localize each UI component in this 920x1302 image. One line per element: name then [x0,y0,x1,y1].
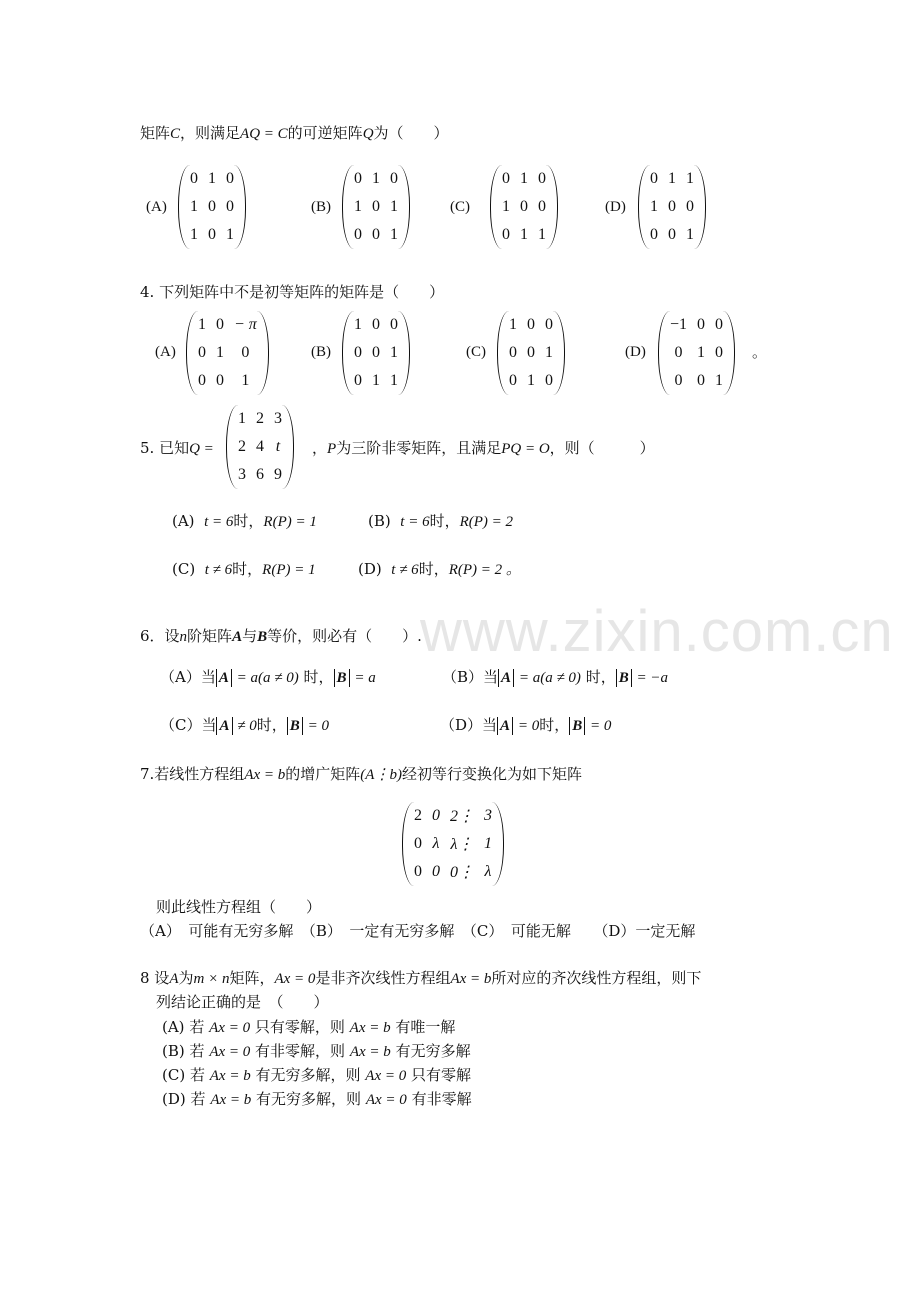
matrix-cell: 1 [686,226,694,243]
q5-option-d [358,557,521,582]
det-B: B [287,717,303,735]
option-label: （D）当 [440,716,498,734]
matrix-cell: 1 [372,170,380,187]
matrix-cell: 1 [390,226,398,243]
q4-option-c-matrix [497,311,565,395]
matrix-cell: 1 [484,835,492,852]
q5-stem-text: 5. 已知 [140,439,190,457]
matrix-cell: 0 [354,372,362,389]
matrix-cell: 2 [256,410,264,427]
option-cond: = a(a ≠ 0) [518,670,581,686]
q8-option-c [162,1063,471,1088]
matrix-cell: 0 [198,372,206,389]
option-cond: ≠ 0 [237,718,257,734]
matrix-cell: 0 [650,170,658,187]
matrix-cell: λ⋮ [450,836,474,853]
matrix-cell: 1 [509,316,517,333]
matrix-cell: 0 [502,170,510,187]
option-text: 只有零解 [411,1066,472,1084]
option-result: = 0 [307,718,329,734]
q4-option-a-matrix [186,311,269,395]
option-eq: Ax = b [349,1020,391,1036]
matrix-cell: 0 [354,170,362,187]
q7-stem-eq: Ax = b [244,767,286,783]
q3-stem [140,121,449,146]
matrix-cell: 3 [274,410,282,427]
q3-option-d-label: (D) [605,199,626,215]
q4-stem: 4. 下列矩阵中不是初等矩阵的矩阵是（ ） [140,283,445,301]
option-cond: t ≠ 6 [391,562,419,578]
matrix-cell: 0 [226,198,234,215]
option-result: = 0 [590,718,612,734]
matrix-cell: 0 [538,198,546,215]
q3-option-d-matrix [638,165,706,249]
matrix-cell: 0 [372,344,380,361]
q8-stem-eq: Ax = 0 [274,971,316,987]
matrix-cell: 0 [432,807,440,824]
option-result: R(P) = 1 [263,514,317,530]
q7-stem-text: 经初等行变换化为如下矩阵 [401,765,582,783]
det-B: B [569,717,585,735]
option-cond: t = 6 [400,514,430,530]
matrix-cell: 1 [538,226,546,243]
q7-stem-aug: (A⋮b) [360,767,402,783]
matrix-cell: 0 [354,344,362,361]
matrix-cell: 1 [527,372,535,389]
matrix-cell: 0 [650,226,658,243]
matrix-cell: 1 [390,344,398,361]
matrix-cell: 3 [484,807,492,824]
q4-option-a-label: (A) [155,344,176,360]
q3-stem-var: Q [362,126,374,142]
matrix-cell: 0 [545,372,553,389]
option-text: 有无穷多解 [395,1042,471,1060]
matrix-cell: 1 [238,410,246,427]
option-label: (B) [162,1042,185,1060]
q4-option-c-label: (C) [466,344,486,360]
option-eq: Ax = 0 [365,1068,407,1084]
q6-option-c [160,713,329,738]
q5-stem-text: 为三阶非零矩阵，且满足 [336,439,502,457]
option-text: 有唯一解 [395,1018,456,1036]
matrix-cell: 1 [668,170,676,187]
option-text: 有无穷多解，则 [256,1090,362,1108]
q3-stem-text: ，则满足 [180,124,241,142]
q8-stem-var: A [169,971,179,987]
option-label: (D) [162,1090,186,1108]
option-text: 时， [539,716,570,734]
q5-stem-post [312,436,655,461]
option-eq: Ax = 0 [209,1044,251,1060]
option-result: R(P) = 2 。 [448,562,521,578]
matrix-cell: 1 [390,372,398,389]
matrix-cell: 0 [715,316,724,333]
q3-stem-eq: AQ = C [240,126,288,142]
option-cond: = a(a ≠ 0) [236,670,299,686]
option-label: (D) [358,560,382,578]
option-text: 若 [190,1090,206,1108]
matrix-cell: 0 [216,316,224,333]
option-label: (A) [172,512,195,530]
matrix-cell: 1 [545,344,553,361]
option-label: (C) [162,1066,186,1084]
q5-stem-eq: PQ = O [501,441,550,457]
matrix-cell: 0 [527,316,535,333]
matrix-cell: 1 [226,226,234,243]
option-text: 时， [233,512,264,530]
option-text: 时， [418,560,449,578]
matrix-cell: 0 [668,226,676,243]
q4-option-b-matrix [342,311,410,395]
q8-stem-text: 是非齐次线性方程组 [315,969,451,987]
q6-stem-text: 阶矩阵 [187,627,233,645]
option-eq: Ax = b [210,1092,252,1108]
matrix-cell: 0 [545,316,553,333]
q8-stem-text: 8 设 [140,969,170,987]
matrix-cell: 1 [715,372,724,389]
matrix-cell: 0 [354,226,362,243]
matrix-cell: 0 [414,863,422,880]
det-A: A [497,717,513,735]
q4-tail: 。 [752,343,768,361]
matrix-cell: 2 [414,807,422,824]
q3-option-a-label: (A) [146,199,167,215]
matrix-cell: 0 [190,170,198,187]
option-cond: = 0 [517,718,540,734]
matrix-cell: 0 [715,344,724,361]
q3-stem-text: 为（ ） [373,124,449,142]
q8-stem-eq: Ax = b [450,971,492,987]
q4-option-b-label: (B) [311,344,331,360]
q5-matrix [226,405,294,489]
q6-stem-var: A [232,629,243,645]
q3-stem-text: 矩阵 [140,124,171,142]
matrix-cell: 0 [674,372,683,389]
q7-stem-text: 的增广矩阵 [285,765,361,783]
q6-option-d [440,713,611,738]
q7-then: 则此线性方程组（ ） [156,898,322,916]
matrix-cell: 1 [354,316,362,333]
q6-stem-var: B [257,629,268,645]
q8-stem-text: 所对应的齐次线性方程组，则下 [491,969,702,987]
matrix-cell: 2⋮ [450,808,474,825]
matrix-cell: 0 [520,198,528,215]
option-text: 时， [303,668,334,686]
matrix-cell: 3 [238,466,246,483]
matrix-cell: −1 [670,316,688,333]
matrix-cell: λ [432,835,440,852]
option-text: 有非零解，则 [255,1042,346,1060]
matrix-cell: 0 [668,198,676,215]
q4-option-d-matrix [658,311,735,395]
matrix-cell: 1 [198,316,206,333]
watermark: www.zixin.com.cn [420,599,894,664]
matrix-cell: 4 [256,438,264,455]
q6-stem-text: 等价，则必有（ ）. [267,627,422,645]
option-result: R(P) = 1 [262,562,316,578]
q6-stem-var: n [179,629,188,645]
matrix-cell: 0 [697,316,706,333]
q3-stem-text: 的可逆矩阵 [287,124,363,142]
q3-option-b-matrix [342,165,410,249]
matrix-cell: 0 [226,170,234,187]
matrix-cell: t [275,438,281,455]
matrix-cell: 0 [372,226,380,243]
option-text: 有非零解 [411,1090,472,1108]
q4-option-d-label: (D) [625,344,646,360]
q6-option-b [442,665,668,690]
option-label: (C) [172,560,196,578]
option-result: = a [354,670,376,686]
option-cond: t ≠ 6 [204,562,233,578]
q6-option-a [160,665,376,690]
matrix-cell: 1 [354,198,362,215]
matrix-cell: 0 [208,198,216,215]
option-cond: t = 6 [204,514,234,530]
matrix-cell: 0 [674,344,683,361]
q3-stem-var: C [170,126,181,142]
matrix-cell: 0⋮ [450,864,474,881]
matrix-cell: 0 [390,316,398,333]
option-text: 只有零解，则 [254,1018,345,1036]
q8-stem-line2: 列结论正确的是 （ ） [156,993,329,1011]
option-eq: Ax = b [349,1044,391,1060]
q6-stem-text: 6．设 [140,627,180,645]
matrix-cell: 1 [520,226,528,243]
matrix-cell: 0 [372,198,380,215]
matrix-cell: 0 [241,344,250,361]
q6-stem-text: 与 [242,627,258,645]
matrix-cell: 0 [509,372,517,389]
option-label: （C）当 [160,716,217,734]
q5-stem-var: Q = [189,441,214,457]
matrix-cell: 9 [274,466,282,483]
matrix-cell: 0 [686,198,694,215]
matrix-cell: 6 [256,466,264,483]
matrix-cell: 1 [520,170,528,187]
option-text: 有无穷多解，则 [255,1066,361,1084]
option-text: 时， [256,716,287,734]
option-text: 若 [189,1066,205,1084]
option-text: 若 [189,1042,205,1060]
matrix-cell: 0 [390,170,398,187]
q5-option-a [172,509,317,534]
matrix-cell: 1 [208,170,216,187]
matrix-cell: 1 [502,198,510,215]
matrix-cell: 0 [509,344,517,361]
matrix-cell: 0 [527,344,535,361]
option-result: = −a [636,670,669,686]
q8-stem-text: 为 [178,969,194,987]
matrix-cell: 0 [502,226,510,243]
option-text: 若 [189,1018,205,1036]
det-B: B [334,669,350,687]
option-label: （B）当 [442,668,499,686]
option-text: 时， [232,560,263,578]
matrix-cell: 1 [650,198,658,215]
matrix-cell: 1 [372,372,380,389]
matrix-cell: 1 [686,170,694,187]
matrix-cell: 0 [414,835,422,852]
q3-option-c-label: (C) [450,199,470,215]
option-text: 时， [585,668,616,686]
matrix-cell: 0 [208,226,216,243]
q5-option-b [368,509,513,534]
option-label: （A）当 [160,668,216,686]
matrix-cell: 1 [241,372,250,389]
q8-stem-text: 矩阵， [229,969,275,987]
q5-stem-text: ，则（ ） [549,439,655,457]
q8-option-d [162,1087,472,1112]
option-result: R(P) = 2 [459,514,514,530]
q5-option-c [172,557,316,582]
q7-augmented-matrix [402,802,504,886]
q8-option-b [162,1039,471,1064]
matrix-cell: − π [234,316,257,333]
matrix-cell: 0 [432,863,440,880]
det-A: A [216,669,232,687]
matrix-cell: 0 [697,372,706,389]
det-A: A [216,717,232,735]
matrix-cell: 0 [538,170,546,187]
q3-option-c-matrix [490,165,558,249]
q7-stem [140,762,582,787]
matrix-cell: 2 [238,438,246,455]
det-A: A [498,669,514,687]
q8-stem [140,966,701,991]
matrix-cell: 1 [390,198,398,215]
matrix-cell: λ [484,863,492,880]
q6-stem [140,624,422,649]
matrix-cell: 1 [190,226,198,243]
matrix-cell: 1 [697,344,706,361]
option-eq: Ax = 0 [209,1020,251,1036]
option-text: 时， [429,512,460,530]
matrix-cell: 1 [190,198,198,215]
matrix-cell: 0 [198,344,206,361]
option-eq: Ax = b [209,1068,251,1084]
det-B: B [616,669,632,687]
q3-option-a-matrix [178,165,246,249]
q7-options: （A） 可能有无穷多解 （B） 一定有无穷多解 （C） 可能无解 （D）一定无解 [140,922,696,940]
q7-stem-text: 7.若线性方程组 [140,765,245,783]
q8-option-a [162,1015,455,1040]
matrix-cell: 0 [216,372,224,389]
q3-option-b-label: (B) [311,199,331,215]
option-eq: Ax = 0 [365,1092,407,1108]
matrix-cell: 1 [216,344,224,361]
q5-stem-text: ， [312,439,328,457]
matrix-cell: 0 [372,316,380,333]
q5-stem-pre [140,436,214,461]
q5-stem-var: P [327,441,337,457]
option-label: (A) [162,1018,185,1036]
q8-stem-var: m × n [193,971,230,987]
option-label: (B) [368,512,391,530]
